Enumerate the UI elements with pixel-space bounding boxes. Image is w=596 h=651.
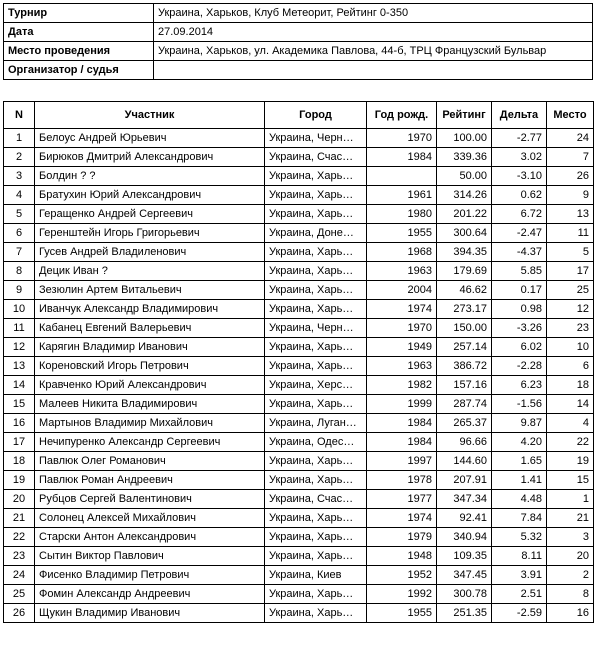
cell-place: 13 [547, 205, 594, 224]
cell-delta: -2.59 [492, 604, 547, 623]
results-header [4, 102, 594, 129]
cell-number: 18 [4, 452, 35, 471]
table-row [4, 319, 594, 338]
cell-birth-year: 1978 [367, 471, 437, 490]
cell-participant: Гусев Андрей Владиленович [35, 243, 265, 262]
cell-place: 18 [547, 376, 594, 395]
cell-birth-year: 1999 [367, 395, 437, 414]
table-row [4, 509, 594, 528]
cell-rating: 144.60 [437, 452, 492, 471]
cell-place: 11 [547, 224, 594, 243]
cell-participant: Старски Антон Александрович [35, 528, 265, 547]
cell-participant: Зезюлин Артем Витальевич [35, 281, 265, 300]
cell-birth-year: 1974 [367, 509, 437, 528]
cell-rating: 150.00 [437, 319, 492, 338]
info-row [4, 61, 593, 80]
col-header-delta: Дельта [492, 102, 547, 129]
cell-rating: 207.91 [437, 471, 492, 490]
cell-rating: 50.00 [437, 167, 492, 186]
cell-place: 7 [547, 148, 594, 167]
cell-place: 3 [547, 528, 594, 547]
cell-birth-year: 1982 [367, 376, 437, 395]
cell-city: Украина, Харь… [265, 338, 367, 357]
cell-number: 16 [4, 414, 35, 433]
cell-place: 5 [547, 243, 594, 262]
cell-delta: 6.72 [492, 205, 547, 224]
cell-rating: 265.37 [437, 414, 492, 433]
table-row [4, 376, 594, 395]
cell-birth-year: 1984 [367, 414, 437, 433]
cell-number: 4 [4, 186, 35, 205]
cell-participant: Кравченко Юрий Александрович [35, 376, 265, 395]
cell-birth-year: 1979 [367, 528, 437, 547]
cell-participant: Солонец Алексей Михайлович [35, 509, 265, 528]
table-row [4, 300, 594, 319]
cell-delta: -2.47 [492, 224, 547, 243]
cell-rating: 339.36 [437, 148, 492, 167]
cell-place: 15 [547, 471, 594, 490]
cell-place: 10 [547, 338, 594, 357]
info-row [4, 23, 593, 42]
cell-city: Украина, Одес… [265, 433, 367, 452]
cell-delta: 5.32 [492, 528, 547, 547]
cell-birth-year: 1961 [367, 186, 437, 205]
table-row [4, 281, 594, 300]
cell-delta: 6.23 [492, 376, 547, 395]
cell-city: Украина, Черн… [265, 319, 367, 338]
cell-city: Украина, Харь… [265, 205, 367, 224]
cell-participant: Бирюков Дмитрий Александрович [35, 148, 265, 167]
cell-rating: 201.22 [437, 205, 492, 224]
cell-city: Украина, Харь… [265, 300, 367, 319]
cell-birth-year: 1955 [367, 224, 437, 243]
cell-city: Украина, Харь… [265, 395, 367, 414]
cell-rating: 157.16 [437, 376, 492, 395]
cell-participant: Болдин ? ? [35, 167, 265, 186]
table-row [4, 452, 594, 471]
cell-place: 19 [547, 452, 594, 471]
cell-participant: Павлюк Роман Андреевич [35, 471, 265, 490]
cell-city: Украина, Харь… [265, 547, 367, 566]
cell-birth-year: 1963 [367, 357, 437, 376]
cell-rating: 109.35 [437, 547, 492, 566]
table-row [4, 262, 594, 281]
table-row [4, 148, 594, 167]
cell-participant: Малеев Никита Владимирович [35, 395, 265, 414]
cell-place: 26 [547, 167, 594, 186]
cell-participant: Рубцов Сергей Валентинович [35, 490, 265, 509]
cell-participant: Фомин Александр Андреевич [35, 585, 265, 604]
table-row [4, 338, 594, 357]
info-value: 27.09.2014 [154, 23, 593, 42]
cell-delta: 2.51 [492, 585, 547, 604]
cell-birth-year: 1948 [367, 547, 437, 566]
cell-place: 23 [547, 319, 594, 338]
cell-delta: 5.85 [492, 262, 547, 281]
cell-rating: 300.78 [437, 585, 492, 604]
cell-number: 5 [4, 205, 35, 224]
cell-participant: Фисенко Владимир Петрович [35, 566, 265, 585]
cell-delta: 7.84 [492, 509, 547, 528]
results-table [3, 101, 594, 623]
cell-city: Украина, Черн… [265, 129, 367, 148]
cell-birth-year: 2004 [367, 281, 437, 300]
cell-birth-year: 1968 [367, 243, 437, 262]
cell-place: 22 [547, 433, 594, 452]
cell-city: Украина, Харь… [265, 528, 367, 547]
cell-number: 3 [4, 167, 35, 186]
table-row [4, 167, 594, 186]
cell-number: 1 [4, 129, 35, 148]
tournament-info-body [4, 4, 593, 80]
tournament-info-table [3, 3, 593, 80]
cell-city: Украина, Харь… [265, 167, 367, 186]
info-row [4, 4, 593, 23]
cell-birth-year: 1949 [367, 338, 437, 357]
cell-number: 6 [4, 224, 35, 243]
info-label: Турнир [4, 4, 154, 23]
cell-city: Украина, Луган… [265, 414, 367, 433]
cell-rating: 314.26 [437, 186, 492, 205]
cell-rating: 251.35 [437, 604, 492, 623]
table-row [4, 395, 594, 414]
cell-rating: 347.45 [437, 566, 492, 585]
cell-city: Украина, Счас… [265, 148, 367, 167]
cell-place: 14 [547, 395, 594, 414]
cell-number: 11 [4, 319, 35, 338]
table-row [4, 186, 594, 205]
cell-delta: 4.48 [492, 490, 547, 509]
cell-city: Украина, Харь… [265, 471, 367, 490]
cell-number: 26 [4, 604, 35, 623]
cell-delta: 0.98 [492, 300, 547, 319]
cell-rating: 46.62 [437, 281, 492, 300]
info-value [154, 61, 593, 80]
cell-city: Украина, Харь… [265, 509, 367, 528]
cell-delta: 8.11 [492, 547, 547, 566]
cell-number: 25 [4, 585, 35, 604]
col-header-place: Место [547, 102, 594, 129]
cell-city: Украина, Доне… [265, 224, 367, 243]
cell-delta: 0.17 [492, 281, 547, 300]
cell-city: Украина, Харь… [265, 452, 367, 471]
table-row [4, 490, 594, 509]
cell-delta: -3.10 [492, 167, 547, 186]
cell-participant: Щукин Владимир Иванович [35, 604, 265, 623]
cell-birth-year: 1974 [367, 300, 437, 319]
col-header-rating: Рейтинг [437, 102, 492, 129]
cell-delta: 3.91 [492, 566, 547, 585]
cell-birth-year: 1970 [367, 319, 437, 338]
cell-place: 2 [547, 566, 594, 585]
cell-participant: Карягин Владимир Иванович [35, 338, 265, 357]
cell-participant: Геренштейн Игорь Григорьевич [35, 224, 265, 243]
table-row [4, 528, 594, 547]
cell-place: 24 [547, 129, 594, 148]
cell-city: Украина, Харь… [265, 281, 367, 300]
cell-birth-year: 1955 [367, 604, 437, 623]
cell-place: 12 [547, 300, 594, 319]
cell-birth-year: 1997 [367, 452, 437, 471]
results-body [4, 129, 594, 623]
col-header-participant: Участник [35, 102, 265, 129]
cell-rating: 340.94 [437, 528, 492, 547]
cell-rating: 394.35 [437, 243, 492, 262]
col-header-number: N [4, 102, 35, 129]
cell-number: 14 [4, 376, 35, 395]
info-label: Организатор / судья [4, 61, 154, 80]
cell-city: Украина, Херс… [265, 376, 367, 395]
cell-place: 25 [547, 281, 594, 300]
cell-birth-year: 1992 [367, 585, 437, 604]
cell-delta: -3.26 [492, 319, 547, 338]
cell-birth-year: 1984 [367, 148, 437, 167]
cell-participant: Кабанец Евгений Валерьевич [35, 319, 265, 338]
cell-city: Украина, Харь… [265, 585, 367, 604]
table-row [4, 205, 594, 224]
cell-number: 22 [4, 528, 35, 547]
cell-city: Украина, Киев [265, 566, 367, 585]
cell-delta: 4.20 [492, 433, 547, 452]
cell-number: 7 [4, 243, 35, 262]
cell-participant: Белоус Андрей Юрьевич [35, 129, 265, 148]
table-row [4, 585, 594, 604]
cell-birth-year: 1984 [367, 433, 437, 452]
cell-delta: 1.41 [492, 471, 547, 490]
cell-participant: Сытин Виктор Павлович [35, 547, 265, 566]
cell-number: 24 [4, 566, 35, 585]
info-label: Дата [4, 23, 154, 42]
cell-place: 9 [547, 186, 594, 205]
cell-delta: -2.28 [492, 357, 547, 376]
cell-delta: -4.37 [492, 243, 547, 262]
cell-number: 21 [4, 509, 35, 528]
table-row [4, 433, 594, 452]
cell-place: 17 [547, 262, 594, 281]
table-row [4, 604, 594, 623]
cell-rating: 96.66 [437, 433, 492, 452]
info-value: Украина, Харьков, ул. Академика Павлова, 44-б, ТРЦ Французский Бульвар [154, 42, 593, 61]
info-row [4, 42, 593, 61]
cell-rating: 386.72 [437, 357, 492, 376]
cell-number: 10 [4, 300, 35, 319]
cell-participant: Павлюк Олег Романович [35, 452, 265, 471]
cell-city: Украина, Счас… [265, 490, 367, 509]
cell-participant: Братухин Юрий Александрович [35, 186, 265, 205]
cell-delta: 1.65 [492, 452, 547, 471]
cell-place: 20 [547, 547, 594, 566]
cell-number: 23 [4, 547, 35, 566]
table-row [4, 547, 594, 566]
cell-birth-year: 1970 [367, 129, 437, 148]
cell-participant: Децик Иван ? [35, 262, 265, 281]
cell-number: 15 [4, 395, 35, 414]
cell-rating: 300.64 [437, 224, 492, 243]
cell-place: 16 [547, 604, 594, 623]
cell-participant: Иванчук Александр Владимирович [35, 300, 265, 319]
cell-rating: 347.34 [437, 490, 492, 509]
cell-place: 1 [547, 490, 594, 509]
cell-place: 21 [547, 509, 594, 528]
cell-city: Украина, Харь… [265, 262, 367, 281]
cell-delta: -1.56 [492, 395, 547, 414]
cell-delta: 0.62 [492, 186, 547, 205]
cell-rating: 92.41 [437, 509, 492, 528]
header-row [4, 102, 594, 129]
table-row [4, 414, 594, 433]
cell-number: 17 [4, 433, 35, 452]
cell-participant: Нечипуренко Александр Сергеевич [35, 433, 265, 452]
cell-place: 4 [547, 414, 594, 433]
cell-delta: 6.02 [492, 338, 547, 357]
cell-delta: -2.77 [492, 129, 547, 148]
cell-number: 13 [4, 357, 35, 376]
table-row [4, 357, 594, 376]
cell-rating: 257.14 [437, 338, 492, 357]
cell-city: Украина, Харь… [265, 357, 367, 376]
cell-participant: Кореновский Игорь Петрович [35, 357, 265, 376]
cell-number: 9 [4, 281, 35, 300]
cell-place: 8 [547, 585, 594, 604]
cell-place: 6 [547, 357, 594, 376]
table-row [4, 566, 594, 585]
cell-rating: 179.69 [437, 262, 492, 281]
cell-city: Украина, Харь… [265, 186, 367, 205]
cell-participant: Мартынов Владимир Михайлович [35, 414, 265, 433]
cell-birth-year: 1977 [367, 490, 437, 509]
cell-city: Украина, Харь… [265, 243, 367, 262]
cell-birth-year: 1980 [367, 205, 437, 224]
cell-rating: 273.17 [437, 300, 492, 319]
cell-delta: 3.02 [492, 148, 547, 167]
table-row [4, 224, 594, 243]
table-row [4, 129, 594, 148]
info-label: Место проведения [4, 42, 154, 61]
cell-number: 2 [4, 148, 35, 167]
cell-participant: Геращенко Андрей Сергеевич [35, 205, 265, 224]
cell-number: 20 [4, 490, 35, 509]
info-value: Украина, Харьков, Клуб Метеорит, Рейтинг 0-350 [154, 4, 593, 23]
cell-birth-year: 1952 [367, 566, 437, 585]
cell-delta: 9.87 [492, 414, 547, 433]
cell-birth-year: 1963 [367, 262, 437, 281]
table-row [4, 471, 594, 490]
col-header-birth-year: Год рожд. [367, 102, 437, 129]
cell-number: 12 [4, 338, 35, 357]
cell-rating: 100.00 [437, 129, 492, 148]
cell-number: 8 [4, 262, 35, 281]
col-header-city: Город [265, 102, 367, 129]
cell-city: Украина, Харь… [265, 604, 367, 623]
table-row [4, 243, 594, 262]
cell-rating: 287.74 [437, 395, 492, 414]
cell-birth-year [367, 167, 437, 186]
cell-number: 19 [4, 471, 35, 490]
